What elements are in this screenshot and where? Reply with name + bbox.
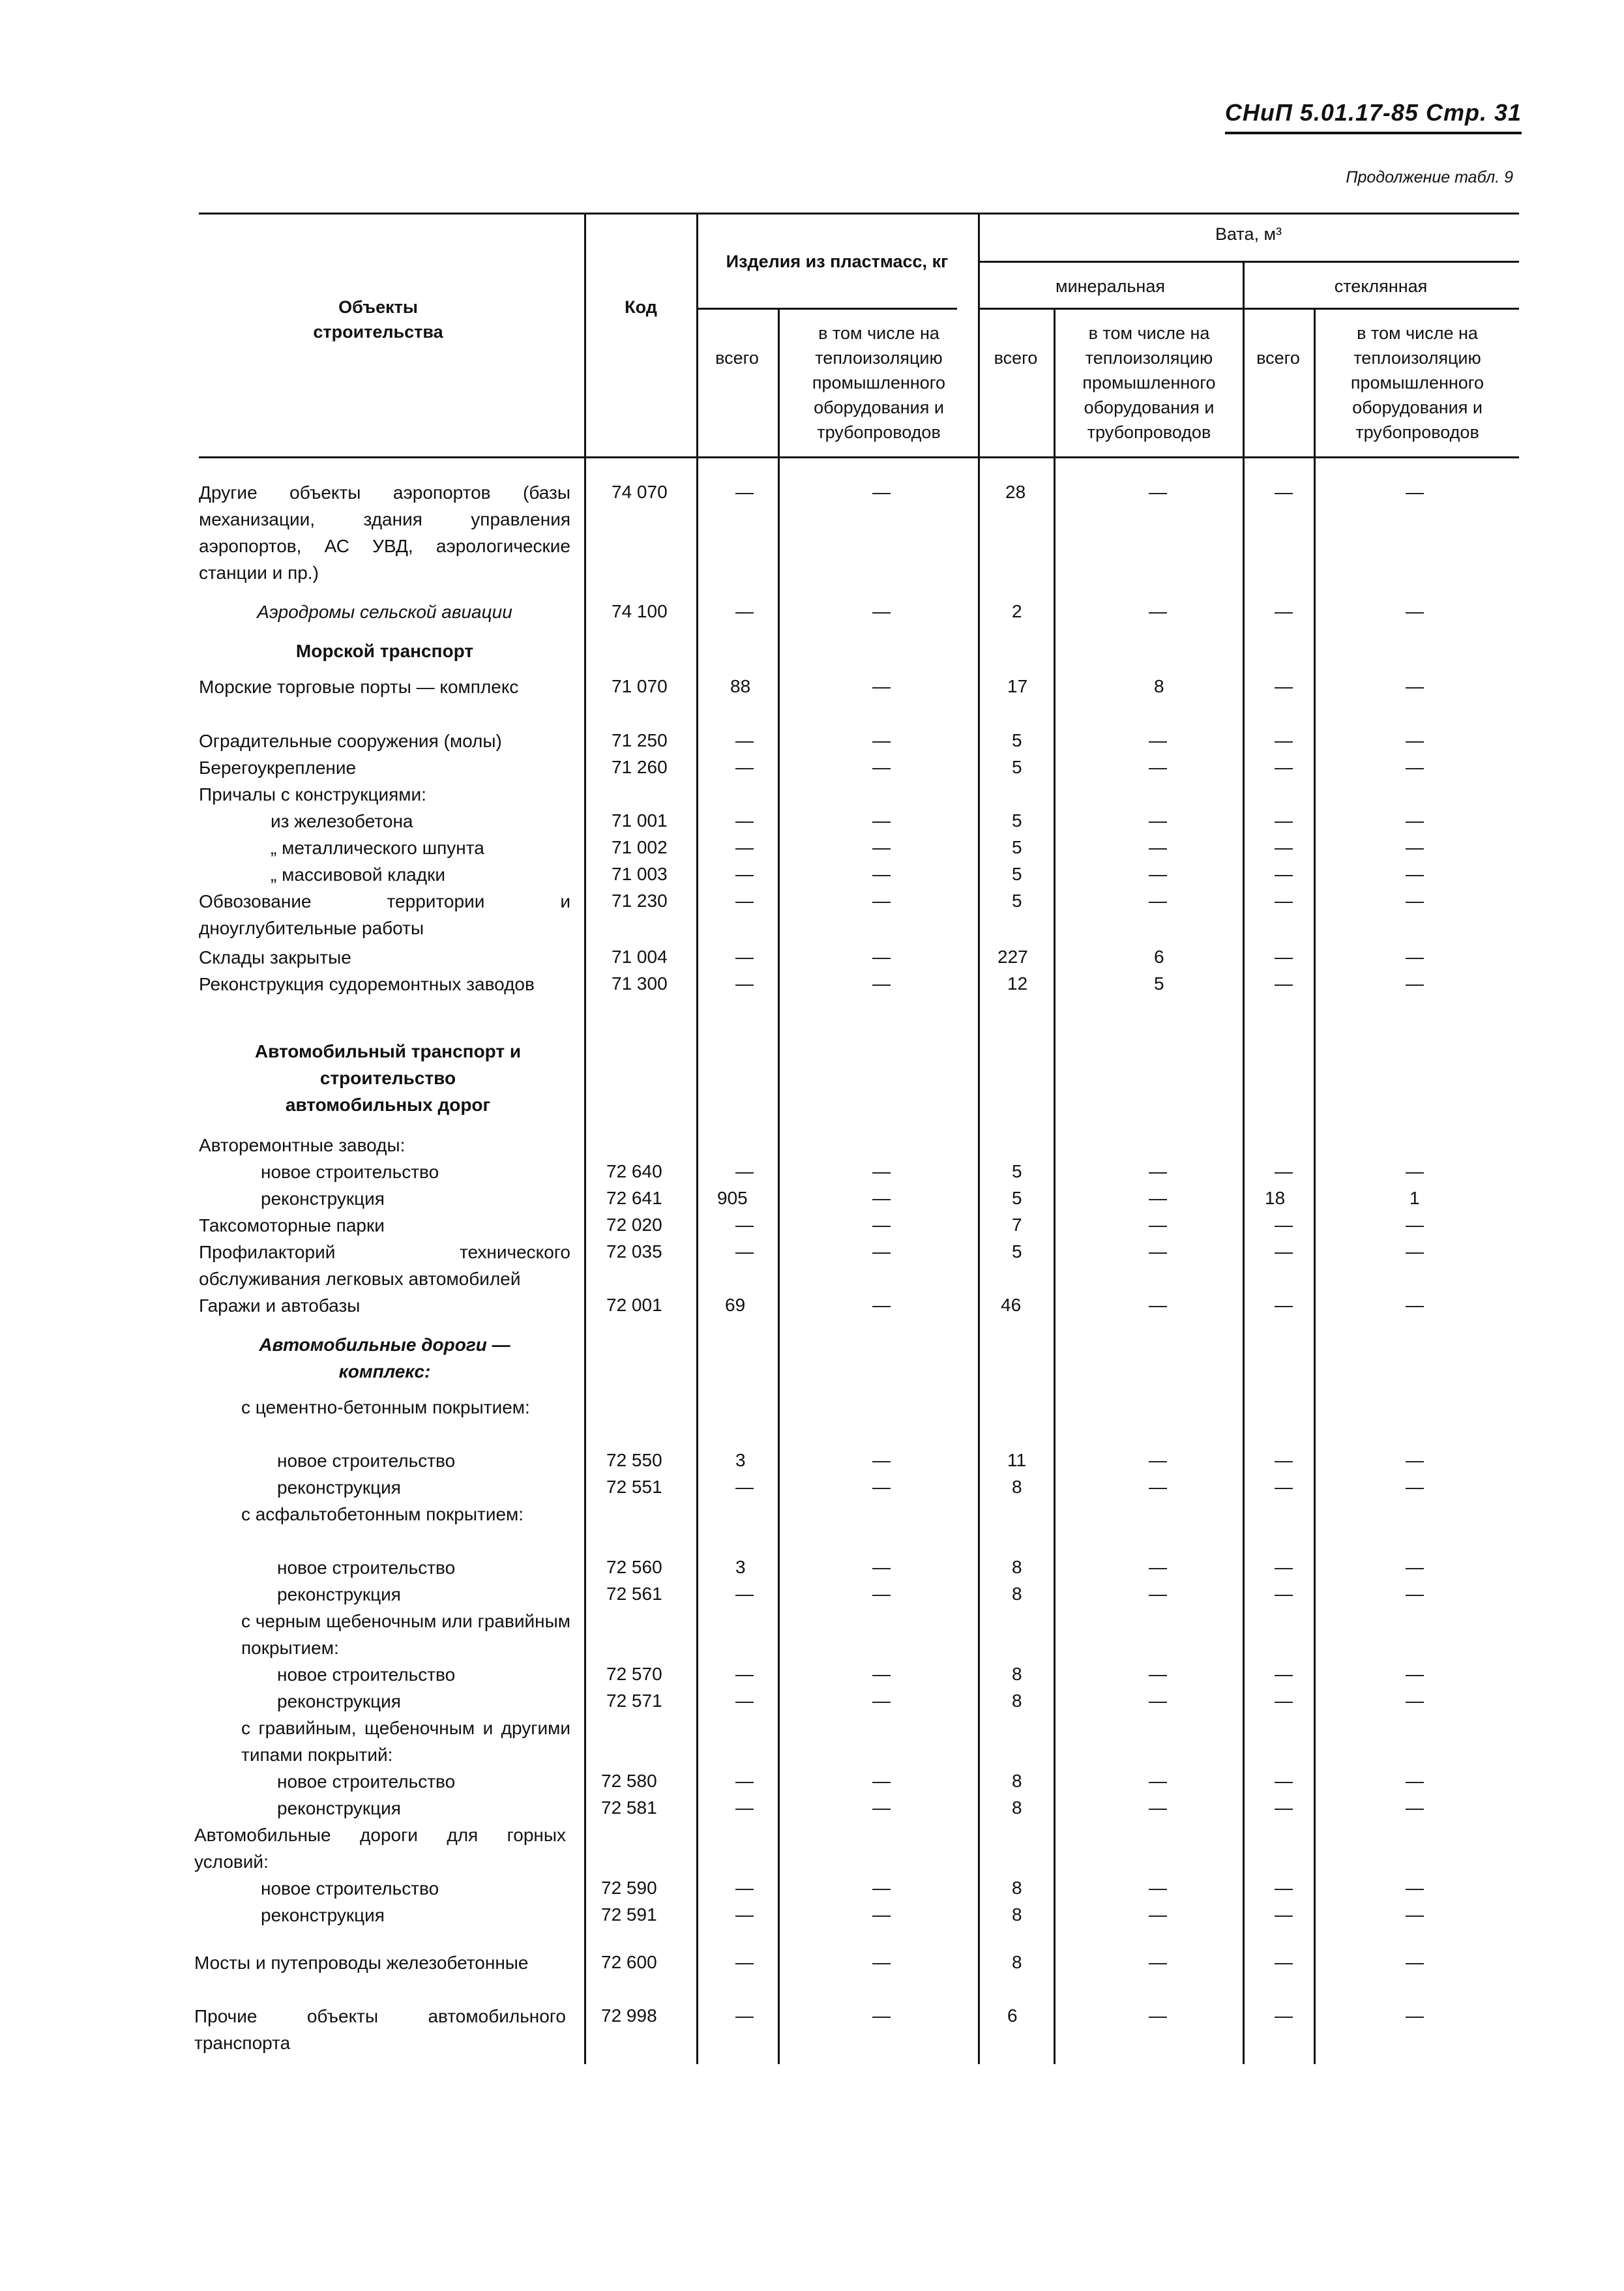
plastics-total-value: — [735, 1241, 754, 1262]
plastics-incl-value: — [872, 1161, 891, 1181]
object-name: реконструкция [261, 1189, 385, 1209]
glass-incl-value: — [1406, 864, 1424, 884]
object-name: новое строительство [261, 1878, 439, 1899]
page-reference: СНиП 5.01.17-85 Стр. 31 [1225, 99, 1522, 134]
glass-total-value: — [1275, 1241, 1293, 1262]
glass-total-value: — [1275, 676, 1293, 696]
code-value: 72 035 [606, 1241, 662, 1262]
object-name: Мосты и путепроводы железобетонные [194, 1953, 529, 1973]
object-name: новое строительство [277, 1664, 456, 1685]
glass-total-value: — [1275, 1952, 1293, 1972]
plastics-total-value: — [735, 891, 754, 911]
plastics-total-value: — [735, 601, 754, 621]
mineral-incl-value: — [1149, 1557, 1167, 1577]
table-continuation-label: Продолжение табл. 9 [1346, 168, 1513, 186]
mineral-total-value: 17 [1007, 676, 1028, 696]
plastics-incl-value: — [872, 864, 891, 884]
plastics-total-value: — [735, 810, 754, 831]
object-name: Гаражи и автобазы [199, 1295, 361, 1316]
code-column-header: Код [625, 297, 657, 317]
code-value: 72 600 [601, 1952, 657, 1972]
object-name: реконструкция [277, 1477, 401, 1498]
object-name: Берегоукрепление [199, 758, 357, 778]
mineral-incl-value: — [1149, 2005, 1167, 2026]
plastics-incl-value: — [872, 1188, 891, 1208]
plastics-total-value: 905 [717, 1188, 748, 1208]
mineral-total-value: 8 [1012, 1771, 1022, 1791]
code-value: 72 998 [601, 2005, 657, 2026]
plastics-total-value: 3 [735, 1557, 746, 1577]
glass-total-value: — [1275, 973, 1293, 994]
code-value: 72 560 [606, 1557, 662, 1577]
code-value: 74 100 [612, 601, 668, 621]
glass-total-value: — [1275, 1904, 1293, 1925]
plastics-total-value: — [735, 1691, 754, 1711]
plastics-total-value: — [735, 1904, 754, 1925]
object-name: Склады закрытые [199, 947, 351, 968]
plastics-total-value: — [735, 2005, 754, 2026]
mineral-total-value: 8 [1012, 1878, 1022, 1898]
plastics-incl-value: — [872, 1477, 891, 1497]
glass-total-value: — [1275, 837, 1293, 857]
plastics-incl-value: — [872, 1771, 891, 1791]
glass-incl-value: — [1406, 1664, 1424, 1684]
column-divider [1314, 308, 1316, 2064]
code-value: 71 250 [612, 730, 668, 750]
mineral-incl-value: — [1149, 810, 1167, 831]
mineral-incl-value: — [1149, 1952, 1167, 1972]
glass-total-value: — [1275, 2005, 1293, 2026]
glass-incl-value: — [1406, 1450, 1424, 1470]
plastics-incl-value: — [872, 973, 891, 994]
mineral-total-value: 28 [1005, 482, 1026, 502]
glass-incl-value: — [1406, 973, 1424, 994]
column-divider [978, 213, 980, 2064]
mineral-incl-value: 5 [1154, 973, 1164, 994]
glass-total-value: 18 [1265, 1188, 1286, 1208]
code-value: 72 020 [606, 1215, 662, 1235]
section-heading: Автомобильный транспорт и строительство автомобильных дорог [254, 1041, 522, 1115]
plastics-total-value: 3 [735, 1450, 746, 1470]
object-name: реконструкция [277, 1691, 401, 1711]
plastics-incl-value: — [872, 1215, 891, 1235]
object-name: Морские торговые порты — комплекс [199, 677, 519, 697]
mineral-incl-value: — [1149, 1477, 1167, 1497]
glass-incl-value: — [1406, 1584, 1424, 1604]
plastics-incl-value: — [872, 1878, 891, 1898]
glass-incl-value: — [1406, 676, 1424, 696]
mineral-total-value: 8 [1012, 1664, 1022, 1684]
mineral-incl-value: — [1149, 1295, 1167, 1315]
group-label: с цементно-бетонным покрытием: [241, 1397, 530, 1417]
column-divider [584, 213, 586, 2064]
mineral-total-value: 5 [1012, 837, 1022, 857]
glass-total-value: — [1275, 1450, 1293, 1470]
object-name: реконструкция [261, 1905, 385, 1925]
mineral-incl-value: — [1149, 1904, 1167, 1925]
glass-total-value: — [1275, 482, 1293, 502]
mineral-total-value: 8 [1012, 1477, 1022, 1497]
mineral-incl-value: — [1149, 1771, 1167, 1791]
code-value: 72 550 [606, 1450, 662, 1470]
object-name: Прочие объекты автомобильного транспорта [194, 2006, 566, 2053]
column-divider [1243, 261, 1245, 2064]
wool-type-rule [978, 308, 1519, 310]
objects-column-header: Объекты строительства [313, 297, 443, 342]
glass-total-value: — [1275, 947, 1293, 967]
code-value: 72 591 [601, 1904, 657, 1925]
glass-incl-value: — [1406, 1161, 1424, 1181]
plastics-total-value: — [735, 973, 754, 994]
plastics-incl-value: — [872, 601, 891, 621]
glass-incl-value: — [1406, 1215, 1424, 1235]
object-name: Оградительные сооружения (молы) [199, 731, 502, 751]
mineral-total-value: 8 [1012, 1557, 1022, 1577]
glass-total-value: — [1275, 1161, 1293, 1181]
glass-column-header: стеклянная [1334, 276, 1428, 296]
code-value: 72 640 [606, 1161, 662, 1181]
mineral-total-value: 8 [1012, 1952, 1022, 1972]
column-divider [778, 308, 780, 2064]
glass-incl-header: в том числе на теплоизоляцию промышленного оборудования и трубопроводов [1350, 323, 1484, 442]
code-value: 71 300 [612, 973, 668, 994]
group-label: с асфальтобетонным покрытием: [241, 1504, 524, 1524]
glass-incl-value: — [1406, 1691, 1424, 1711]
plastics-incl-value: — [872, 1797, 891, 1818]
mineral-total-value: 5 [1012, 1188, 1022, 1208]
mineral-total-value: 5 [1012, 864, 1022, 884]
mineral-total-value: 5 [1012, 757, 1022, 777]
mineral-incl-value: — [1149, 482, 1167, 502]
code-value: 72 571 [606, 1691, 662, 1711]
mineral-total-value: 11 [1007, 1450, 1027, 1470]
wool-sub-rule [978, 261, 1519, 263]
plastics-incl-value: — [872, 1295, 891, 1315]
plastics-total-value: — [735, 1797, 754, 1818]
plastics-total-header: всего [715, 348, 759, 368]
code-value: 72 581 [601, 1797, 657, 1818]
mineral-incl-value: — [1149, 1241, 1167, 1262]
plastics-total-value: — [735, 1584, 754, 1604]
mineral-total-value: 8 [1012, 1691, 1022, 1711]
plastics-total-value: — [735, 947, 754, 967]
plastics-total-value: — [735, 1161, 754, 1181]
code-value: 72 551 [606, 1477, 662, 1497]
mineral-total-value: 5 [1012, 1241, 1022, 1262]
mineral-total-value: 5 [1012, 1161, 1022, 1181]
plastics-incl-value: — [872, 891, 891, 911]
mineral-column-header: минеральная [1056, 276, 1165, 296]
object-name: „ металлического шпунта [271, 838, 484, 858]
mineral-total-value: 8 [1012, 1904, 1022, 1925]
glass-total-value: — [1275, 730, 1293, 750]
plastics-total-value: — [735, 730, 754, 750]
plastics-total-value: — [735, 864, 754, 884]
plastics-column-header: Изделия из пластмасс, кг [726, 252, 949, 271]
glass-incl-value: — [1406, 1797, 1424, 1818]
mineral-total-value: 8 [1012, 1797, 1022, 1818]
glass-incl-value: — [1406, 482, 1424, 502]
mineral-incl-value: — [1149, 891, 1167, 911]
code-value: 71 230 [612, 891, 668, 911]
plastics-incl-value: — [872, 1241, 891, 1262]
group-label: Причалы с конструкциями: [199, 784, 426, 805]
group-label: с черным щебеночным или гравийным покрытием: [241, 1611, 570, 1658]
code-value: 72 001 [606, 1295, 662, 1315]
glass-total-header: всего [1256, 348, 1300, 368]
glass-incl-value: — [1406, 1952, 1424, 1972]
plastics-incl-value: — [872, 482, 891, 502]
code-value: 71 003 [612, 864, 668, 884]
glass-incl-value: — [1406, 601, 1424, 621]
glass-incl-value: — [1406, 730, 1424, 750]
group-label: с гравийным, щебеночным и другими типами покрытий: [241, 1718, 570, 1765]
glass-incl-value: — [1406, 757, 1424, 777]
object-name: реконструкция [277, 1584, 401, 1604]
plastics-total-value: — [735, 757, 754, 777]
mineral-incl-value: — [1149, 730, 1167, 750]
object-name: „ массивовой кладки [271, 865, 445, 885]
object-name: новое строительство [277, 1451, 456, 1471]
glass-total-value: — [1275, 864, 1293, 884]
plastics-total-value: — [735, 1477, 754, 1497]
group-label: Авторемонтные заводы: [199, 1135, 406, 1155]
object-name: новое строительство [277, 1771, 456, 1792]
mineral-incl-value: — [1149, 1215, 1167, 1235]
code-value: 72 580 [601, 1771, 657, 1791]
mineral-incl-value: — [1149, 1450, 1167, 1470]
wool-column-header: Вата, м³ [1215, 224, 1282, 244]
code-value: 71 004 [612, 947, 668, 967]
mineral-total-value: 5 [1012, 810, 1022, 831]
code-value: 72 641 [606, 1188, 662, 1208]
plastics-incl-value: — [872, 757, 891, 777]
plastics-incl-value: — [872, 947, 891, 967]
object-name: Аэродромы сельской авиации [257, 602, 512, 622]
plastics-incl-value: — [872, 1904, 891, 1925]
glass-incl-value: — [1406, 1477, 1424, 1497]
plastics-incl-value: — [872, 1450, 891, 1470]
mineral-total-value: 227 [997, 947, 1028, 967]
glass-incl-value: — [1406, 810, 1424, 831]
code-value: 71 001 [612, 810, 668, 831]
glass-total-value: — [1275, 601, 1293, 621]
header-bottom-rule [199, 456, 1519, 458]
glass-incl-value: — [1406, 1904, 1424, 1925]
glass-incl-value: — [1406, 837, 1424, 857]
plastics-incl-value: — [872, 730, 891, 750]
object-name: Другие объекты аэропортов (базы механизации, здания управления аэропортов, АС УВД, аэрологические станции и пр.) [199, 482, 570, 583]
plastics-incl-value: — [872, 1584, 891, 1604]
plastics-total-value: — [735, 482, 754, 502]
mineral-incl-value: — [1149, 1878, 1167, 1898]
table-top-rule [199, 213, 1519, 214]
glass-incl-value: — [1406, 2005, 1424, 2026]
glass-total-value: — [1275, 1878, 1293, 1898]
glass-incl-value: — [1406, 891, 1424, 911]
plastics-total-value: — [735, 837, 754, 857]
plastics-incl-value: — [872, 2005, 891, 2026]
glass-total-value: — [1275, 891, 1293, 911]
plastics-total-value: — [735, 1952, 754, 1972]
object-name: новое строительство [261, 1162, 439, 1182]
object-name: реконструкция [277, 1798, 401, 1818]
glass-incl-value: — [1406, 1771, 1424, 1791]
glass-incl-value: — [1406, 1878, 1424, 1898]
code-value: 71 070 [612, 676, 668, 696]
plastics-total-value: — [735, 1878, 754, 1898]
section-heading: Морской транспорт [295, 641, 474, 661]
mineral-incl-value: — [1149, 1691, 1167, 1711]
mineral-total-value: 8 [1012, 1584, 1022, 1604]
plastics-incl-value: — [872, 1691, 891, 1711]
mineral-total-value: 5 [1012, 891, 1022, 911]
glass-incl-value: — [1406, 1241, 1424, 1262]
object-name: из железобетона [271, 811, 413, 831]
mineral-incl-value: — [1149, 601, 1167, 621]
mineral-total-value: 7 [1012, 1215, 1022, 1235]
glass-total-value: — [1275, 1557, 1293, 1577]
glass-incl-value: — [1406, 1557, 1424, 1577]
glass-total-value: — [1275, 1477, 1293, 1497]
glass-total-value: — [1275, 1584, 1293, 1604]
plastics-incl-value: — [872, 810, 891, 831]
glass-total-value: — [1275, 1295, 1293, 1315]
plastics-total-value: 88 [730, 676, 751, 696]
glass-total-value: — [1275, 757, 1293, 777]
mineral-incl-header: в том числе на теплоизоляцию промышленного оборудования и трубопроводов [1082, 323, 1216, 442]
mineral-incl-value: — [1149, 1584, 1167, 1604]
code-value: 72 561 [606, 1584, 662, 1604]
mineral-incl-value: — [1149, 864, 1167, 884]
mineral-incl-value: — [1149, 757, 1167, 777]
glass-total-value: — [1275, 1664, 1293, 1684]
mineral-incl-value: — [1149, 1188, 1167, 1208]
code-value: 72 570 [606, 1664, 662, 1684]
object-name: Обвозование территории и дноуглубительные работы [199, 891, 570, 938]
plastics-total-value: 69 [725, 1295, 746, 1315]
glass-total-value: — [1275, 1215, 1293, 1235]
mineral-total-header: всего [994, 348, 1038, 368]
object-name: Профилакторий технического обслуживания легковых автомобилей [199, 1242, 570, 1289]
mineral-incl-value: — [1149, 1797, 1167, 1818]
section-heading: Автомобильные дороги — комплекс: [259, 1335, 510, 1382]
glass-total-value: — [1275, 1797, 1293, 1818]
mineral-incl-value: — [1149, 1161, 1167, 1181]
mineral-total-value: 5 [1012, 730, 1022, 750]
code-value: 74 070 [612, 482, 668, 502]
plastics-total-value: — [735, 1771, 754, 1791]
mineral-total-value: 12 [1007, 973, 1028, 994]
code-value: 71 260 [612, 757, 668, 777]
mineral-incl-value: 8 [1154, 676, 1164, 696]
glass-incl-value: 1 [1410, 1188, 1420, 1208]
glass-total-value: — [1275, 1691, 1293, 1711]
plastics-incl-value: — [872, 1557, 891, 1577]
object-name: новое строительство [277, 1558, 456, 1578]
plastics-total-value: — [735, 1215, 754, 1235]
column-divider [1054, 308, 1056, 2064]
plastics-sub-rule [696, 308, 957, 310]
mineral-incl-value: — [1149, 837, 1167, 857]
plastics-incl-value: — [872, 676, 891, 696]
glass-incl-value: — [1406, 1295, 1424, 1315]
mineral-total-value: 46 [1001, 1295, 1022, 1315]
mineral-total-value: 6 [1007, 2005, 1018, 2026]
glass-total-value: — [1275, 810, 1293, 831]
object-name: Таксомоторные парки [199, 1215, 385, 1235]
mineral-total-value: 2 [1012, 601, 1022, 621]
column-divider [696, 213, 698, 2064]
glass-total-value: — [1275, 1771, 1293, 1791]
glass-incl-value: — [1406, 947, 1424, 967]
plastics-incl-value: — [872, 1664, 891, 1684]
plastics-incl-header: в том числе на теплоизоляцию промышленного оборудования и трубопроводов [812, 323, 946, 442]
group-label: Автомобильные дороги для горных условий: [194, 1825, 566, 1872]
code-value: 72 590 [601, 1878, 657, 1898]
mineral-incl-value: — [1149, 1664, 1167, 1684]
plastics-incl-value: — [872, 837, 891, 857]
plastics-total-value: — [735, 1664, 754, 1684]
mineral-incl-value: 6 [1154, 947, 1164, 967]
code-value: 71 002 [612, 837, 668, 857]
object-name: Реконструкция судоремонтных заводов [199, 974, 535, 994]
plastics-incl-value: — [872, 1952, 891, 1972]
